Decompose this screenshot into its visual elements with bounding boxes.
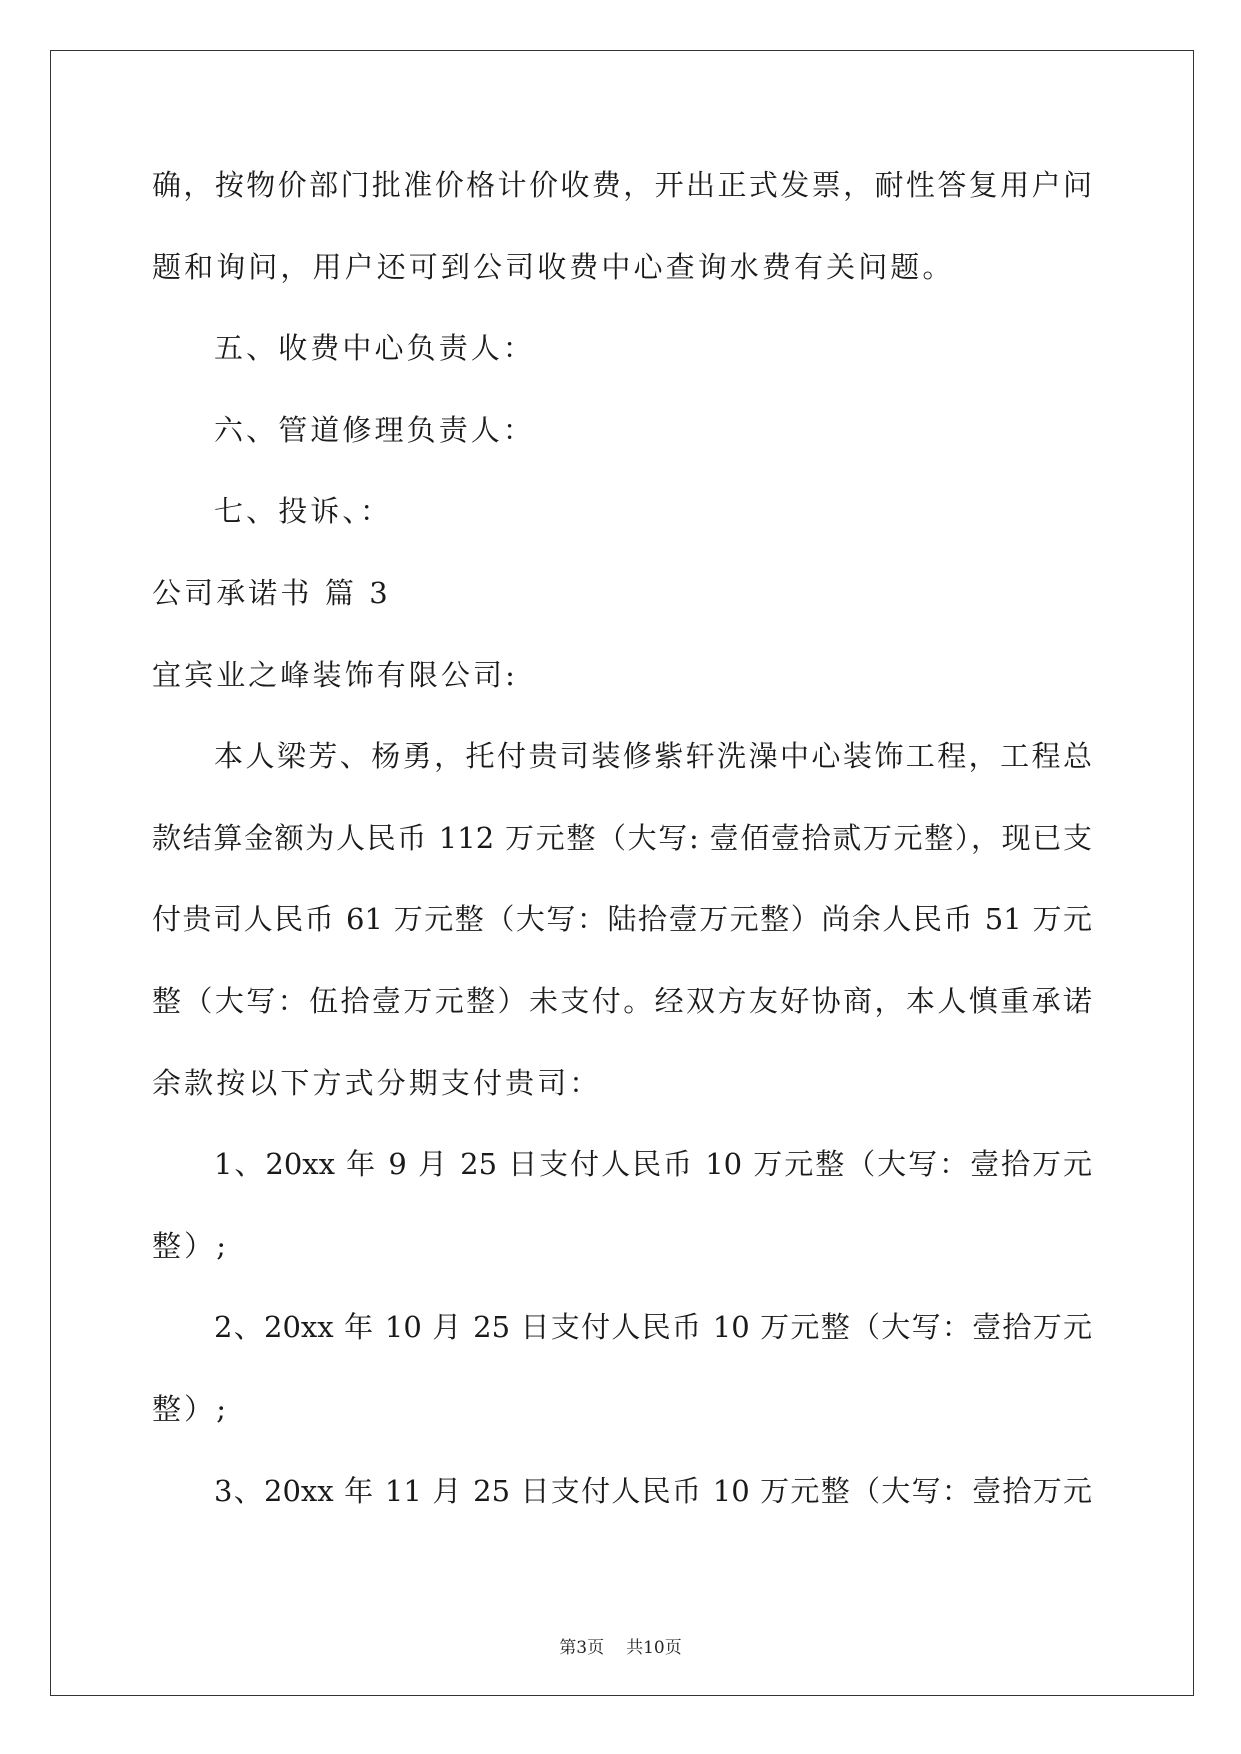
page-footer [0, 1633, 1241, 1658]
text-line: 整（大写：伍拾壹万元整）未支付。经双方友好协商，本人慎重承诺 [152, 983, 1092, 1018]
list-item: 3、20xx 年 11 月 25 日支付人民币 10 万元整（大写：壹拾万元 [214, 1473, 1092, 1508]
text-line: 款结算金额为人民币 112 万元整（大写: 壹佰壹拾贰万元整），现已支 [152, 820, 1092, 855]
page-number: 第3页 [559, 1638, 605, 1658]
list-item: 1、20xx 年 9 月 25 日支付人民币 10 万元整（大写：壹拾万元 [214, 1147, 1092, 1182]
text-line: 题和询问，用户还可到公司收费中心查询水费有关问题。 [152, 249, 955, 284]
section-heading: 七、投诉、： [214, 494, 393, 529]
document-body [152, 160, 1092, 1547]
text-line: 确，按物价部门批准价格计价收费，开出正式发票，耐性答复用户问 [152, 168, 1092, 202]
section-heading: 六、管道修理负责人： [214, 412, 536, 447]
text-line: 余款按以下方式分期支付贵司： [152, 1065, 602, 1100]
list-item-continuation: 整）; [152, 1391, 230, 1426]
text-line: 本人梁芳、杨勇，托付贵司装修紫轩洗澡中心装饰工程，工程总 [214, 739, 1092, 774]
list-item: 2、20xx 年 10 月 25 日支付人民币 10 万元整（大写：壹拾万元 [214, 1310, 1092, 1345]
page-total: 共10页 [626, 1638, 682, 1658]
addressee: 宜宾业之峰装饰有限公司: [152, 657, 518, 692]
section-heading: 五、收费中心负责人： [214, 331, 536, 366]
text-line: 付贵司人民币 61 万元整（大写：陆拾壹万元整）尚余人民币 51 万元 [152, 902, 1092, 937]
document-title: 公司承诺书 篇 3 [152, 575, 391, 610]
list-item-continuation: 整）; [152, 1228, 230, 1263]
